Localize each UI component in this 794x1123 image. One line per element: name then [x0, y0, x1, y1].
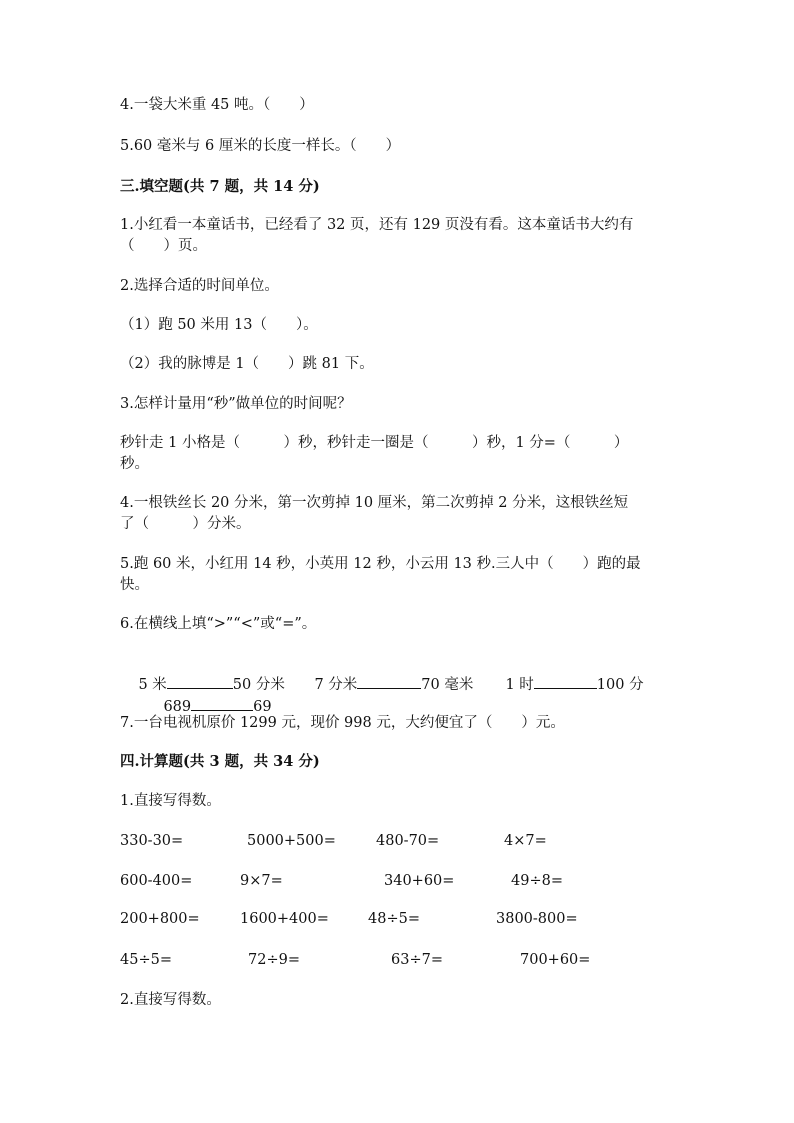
section-4-heading: 四.计算题(共 3 题，共 34 分) — [120, 753, 320, 770]
answer-blank[interactable] — [534, 673, 597, 689]
calc-item: 200+800= — [120, 911, 200, 927]
compare-right: 50 分米 — [232, 677, 285, 693]
compare-left: 5 米 — [138, 677, 167, 693]
question-3-4-line-2: 了（ ）分米。 — [120, 516, 251, 532]
calc-item: 63÷7= — [391, 952, 443, 968]
answer-blank[interactable] — [357, 673, 421, 689]
compare-right: 70 毫米 — [421, 677, 474, 693]
question-3-4-line-1: 4.一根铁丝长 20 分米，第一次剪掉 10 厘米，第二次剪掉 2 分米，这根铁丝短 — [120, 495, 629, 511]
compare-item-3 — [487, 653, 644, 715]
question-3-2-2: （2）我的脉博是 1（ ）跳 81 下。 — [120, 356, 374, 372]
calc-item: 3800-800= — [496, 911, 578, 927]
compare-right: 100 分 — [596, 677, 644, 693]
calc-item: 49÷8= — [511, 873, 563, 889]
question-3-1-line-2: （ ）页。 — [120, 238, 207, 254]
calc-item: 48÷5= — [368, 911, 420, 927]
question-3-1-line-1: 1.小红看一本童话书，已经看了 32 页，还有 129 页没有看。这本童话书大约有 — [120, 217, 634, 233]
question-3-6: 6.在横线上填“>”“<”或“=”。 — [120, 616, 317, 632]
question-3-2-1: （1）跑 50 米用 13（ ）。 — [120, 317, 318, 333]
compare-left: 689 — [163, 699, 192, 715]
compare-item-2 — [296, 653, 473, 715]
compare-left: 1 时 — [505, 677, 534, 693]
question-3-3-line-2: 秒。 — [120, 456, 149, 472]
answer-blank[interactable] — [191, 695, 253, 711]
question-4-2: 2.直接写得数。 — [120, 992, 221, 1008]
question-3-5-line-1: 5.跑 60 米，小红用 14 秒，小英用 12 秒，小云用 13 秒.三人中（ ）跑的最 — [120, 556, 641, 572]
compare-right: 69 — [253, 699, 272, 715]
question-3-3: 3.怎样计量用“秒”做单位的时间呢？ — [120, 396, 352, 412]
calc-item: 340+60= — [384, 873, 455, 889]
question-3-7: 7.一台电视机原价 1299 元，现价 998 元，大约便宜了（ ）元。 — [120, 715, 565, 731]
calc-item: 600-400= — [120, 873, 193, 889]
calc-item: 4×7= — [504, 833, 547, 849]
calc-item: 1600+400= — [240, 911, 329, 927]
compare-left: 7 分米 — [314, 677, 358, 693]
question-3-5-line-2: 快。 — [120, 577, 149, 593]
question-3-2: 2.选择合适的时间单位。 — [120, 278, 279, 294]
section-3-heading: 三.填空题(共 7 题，共 14 分) — [120, 178, 320, 195]
calc-item: 700+60= — [520, 952, 591, 968]
calc-item: 45÷5= — [120, 952, 172, 968]
calc-item: 480-70= — [376, 833, 440, 849]
question-4-1: 1.直接写得数。 — [120, 793, 221, 809]
calc-item: 330-30= — [120, 833, 184, 849]
calc-item: 72÷9= — [248, 952, 300, 968]
question-2-4: 4.一袋大米重 45 吨。（ ） — [120, 97, 314, 113]
calc-item: 9×7= — [240, 873, 283, 889]
question-2-5: 5.60 毫米与 6 厘米的长度一样长。（ ） — [120, 138, 401, 154]
question-3-3-line-1: 秒针走 1 小格是（ ）秒，秒针走一圈是（ ）秒，1 分=（ ） — [120, 435, 629, 451]
calc-item: 5000+500= — [247, 833, 336, 849]
